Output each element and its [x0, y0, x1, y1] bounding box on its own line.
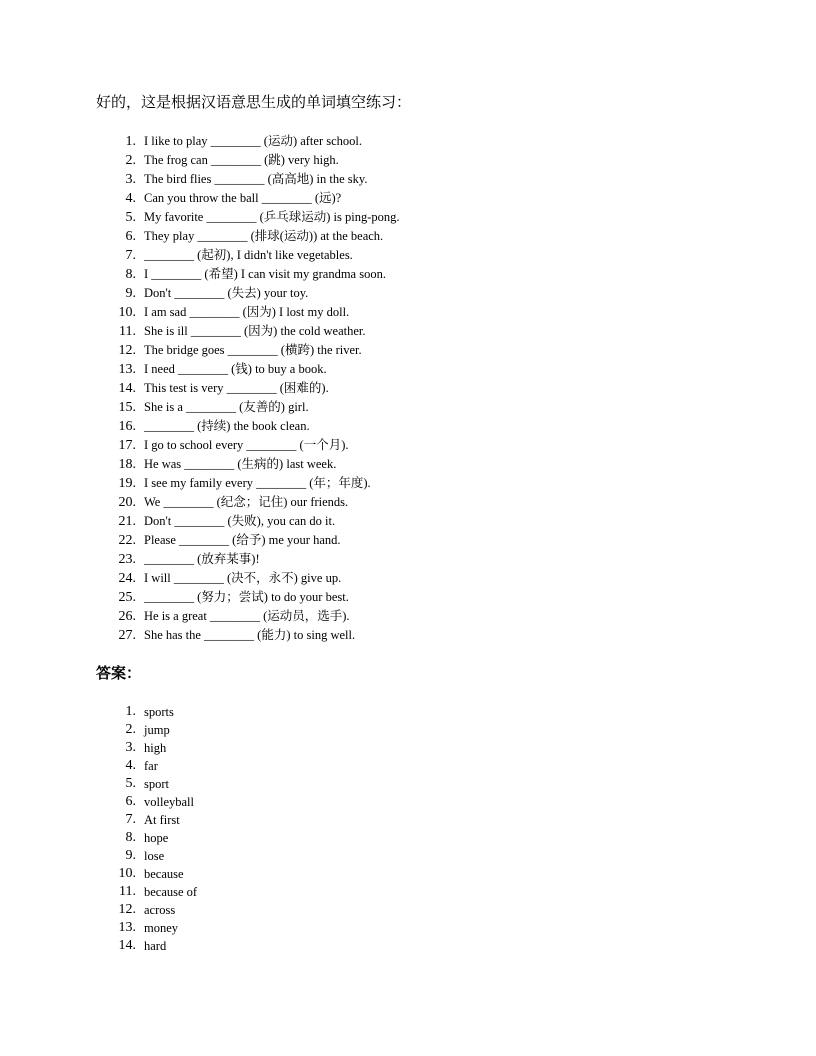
question-item-number: 17. — [118, 438, 136, 453]
answer-item — [96, 919, 736, 937]
answer-item-text: At first — [144, 813, 180, 827]
answer-item — [96, 793, 736, 811]
question-item — [96, 493, 736, 512]
answer-item-text: because — [144, 867, 184, 881]
answer-item-number: 7. — [125, 812, 136, 827]
question-item-text: We ________ (纪念；记住) our friends. — [144, 495, 349, 509]
document-page — [96, 92, 736, 955]
question-item-text: My favorite ________ (乒乓球运动) is ping-pong. — [144, 210, 400, 224]
answer-item-text: because of — [144, 885, 198, 899]
answer-item-text: hard — [144, 939, 167, 953]
question-item-text: He is a great ________ (运动员，选手). — [144, 609, 350, 623]
question-item-number: 9. — [125, 286, 136, 301]
question-item-text: Please ________ (给予) me your hand. — [144, 533, 341, 547]
answer-item-number: 14. — [118, 938, 136, 953]
answer-item-number: 4. — [125, 758, 136, 773]
question-item-number: 7. — [125, 248, 136, 263]
question-item-text: She is a ________ (友善的) girl. — [144, 400, 309, 414]
question-item-text: I see my family every ________ (年；年度). — [144, 476, 371, 490]
question-item-number: 22. — [118, 533, 136, 548]
question-item-text: I go to school every ________ (一个月). — [144, 438, 349, 452]
answer-item — [96, 721, 736, 739]
question-item — [96, 208, 736, 227]
answers-heading: 答案： — [96, 666, 142, 682]
question-item-text: She is ill ________ (因为) the cold weather. — [144, 324, 366, 338]
answer-item — [96, 757, 736, 775]
question-item-number: 27. — [118, 628, 136, 643]
question-item — [96, 474, 736, 493]
question-item — [96, 284, 736, 303]
question-item — [96, 588, 736, 607]
question-item-text: I will ________ (决不，永不) give up. — [144, 571, 342, 585]
answer-item — [96, 829, 736, 847]
question-item-number: 10. — [118, 305, 136, 320]
question-item — [96, 626, 736, 645]
question-item-text: Can you throw the ball ________ (远)? — [144, 191, 342, 205]
question-item-text: I like to play ________ (运动) after school. — [144, 134, 363, 148]
question-item — [96, 398, 736, 417]
answer-item-number: 2. — [125, 722, 136, 737]
question-item-number: 8. — [125, 267, 136, 282]
answer-item-text: volleyball — [144, 795, 194, 809]
question-item-text: They play ________ (排球(运动)) at the beach. — [144, 229, 384, 243]
question-item-number: 11. — [119, 324, 136, 339]
answer-item — [96, 847, 736, 865]
question-item — [96, 531, 736, 550]
question-list — [96, 132, 736, 645]
question-item-number: 4. — [125, 191, 136, 206]
question-item — [96, 303, 736, 322]
question-item — [96, 265, 736, 284]
answer-item-number: 13. — [118, 920, 136, 935]
answer-item — [96, 937, 736, 955]
question-item — [96, 227, 736, 246]
question-item-number: 16. — [118, 419, 136, 434]
question-item — [96, 151, 736, 170]
question-item — [96, 360, 736, 379]
answer-item — [96, 883, 736, 901]
question-item-text: This test is very ________ (困难的). — [144, 381, 329, 395]
answer-item-text: lose — [144, 849, 165, 863]
question-item-number: 20. — [118, 495, 136, 510]
answer-item-number: 1. — [125, 704, 136, 719]
answer-item-text: high — [144, 741, 167, 755]
question-item — [96, 569, 736, 588]
answer-item — [96, 775, 736, 793]
answer-item — [96, 739, 736, 757]
question-item-number: 2. — [125, 153, 136, 168]
question-item-text: The frog can ________ (跳) very high. — [144, 153, 339, 167]
question-item-number: 5. — [125, 210, 136, 225]
question-item-number: 14. — [118, 381, 136, 396]
question-item-text: ________ (努力；尝试) to do your best. — [144, 590, 349, 604]
question-item — [96, 341, 736, 360]
answer-item-number: 9. — [125, 848, 136, 863]
answer-item — [96, 865, 736, 883]
answer-item-text: across — [144, 903, 176, 917]
question-item-text: The bird flies ________ (高高地) in the sky. — [144, 172, 368, 186]
question-item-text: She has the ________ (能力) to sing well. — [144, 628, 356, 642]
answer-item-text: money — [144, 921, 179, 935]
question-item-text: I am sad ________ (因为) I lost my doll. — [144, 305, 350, 319]
question-item — [96, 455, 736, 474]
answer-item-number: 5. — [125, 776, 136, 791]
question-item-number: 23. — [118, 552, 136, 567]
question-item-text: ________ (放弃某事)! — [144, 552, 260, 566]
answer-item-text: hope — [144, 831, 169, 845]
answer-item — [96, 901, 736, 919]
question-item — [96, 379, 736, 398]
question-item — [96, 189, 736, 208]
question-item-number: 1. — [125, 134, 136, 149]
question-item-number: 6. — [125, 229, 136, 244]
answer-item-text: jump — [144, 723, 170, 737]
question-item-text: He was ________ (生病的) last week. — [144, 457, 337, 471]
answer-item — [96, 703, 736, 721]
answer-item-number: 10. — [118, 866, 136, 881]
answer-item-text: far — [144, 759, 158, 773]
question-item-number: 3. — [125, 172, 136, 187]
intro-text: 好的，这是根据汉语意思生成的单词填空练习： — [96, 95, 412, 111]
question-item — [96, 132, 736, 151]
question-item-number: 12. — [118, 343, 136, 358]
question-item-text: I need ________ (钱) to buy a book. — [144, 362, 327, 376]
answer-item-number: 6. — [125, 794, 136, 809]
question-item-number: 13. — [118, 362, 136, 377]
answer-list — [96, 703, 736, 955]
question-item-number: 19. — [118, 476, 136, 491]
question-item — [96, 322, 736, 341]
question-item — [96, 607, 736, 626]
question-item-number: 18. — [118, 457, 136, 472]
question-item-number: 26. — [118, 609, 136, 624]
question-item — [96, 436, 736, 455]
question-item-number: 24. — [118, 571, 136, 586]
question-item-text: I ________ (希望) I can visit my grandma soon. — [144, 267, 386, 281]
question-item-text: The bridge goes ________ (横跨) the river. — [144, 343, 362, 357]
question-item-text: ________ (起初), I didn't like vegetables. — [144, 248, 353, 262]
answer-item-number: 12. — [118, 902, 136, 917]
answer-item-number: 8. — [125, 830, 136, 845]
answer-item-number: 3. — [125, 740, 136, 755]
question-item-text: Don't ________ (失去) your toy. — [144, 286, 309, 300]
question-item-text: ________ (持续) the book clean. — [144, 419, 310, 433]
question-item — [96, 512, 736, 531]
question-item — [96, 550, 736, 569]
question-item-number: 25. — [118, 590, 136, 605]
question-item — [96, 417, 736, 436]
question-item — [96, 170, 736, 189]
answer-item-text: sport — [144, 777, 169, 791]
question-item-number: 15. — [118, 400, 136, 415]
answer-item — [96, 811, 736, 829]
question-item-number: 21. — [118, 514, 136, 529]
question-item — [96, 246, 736, 265]
answer-item-number: 11. — [119, 884, 136, 899]
answer-item-text: sports — [144, 705, 174, 719]
question-item-text: Don't ________ (失败), you can do it. — [144, 514, 336, 528]
